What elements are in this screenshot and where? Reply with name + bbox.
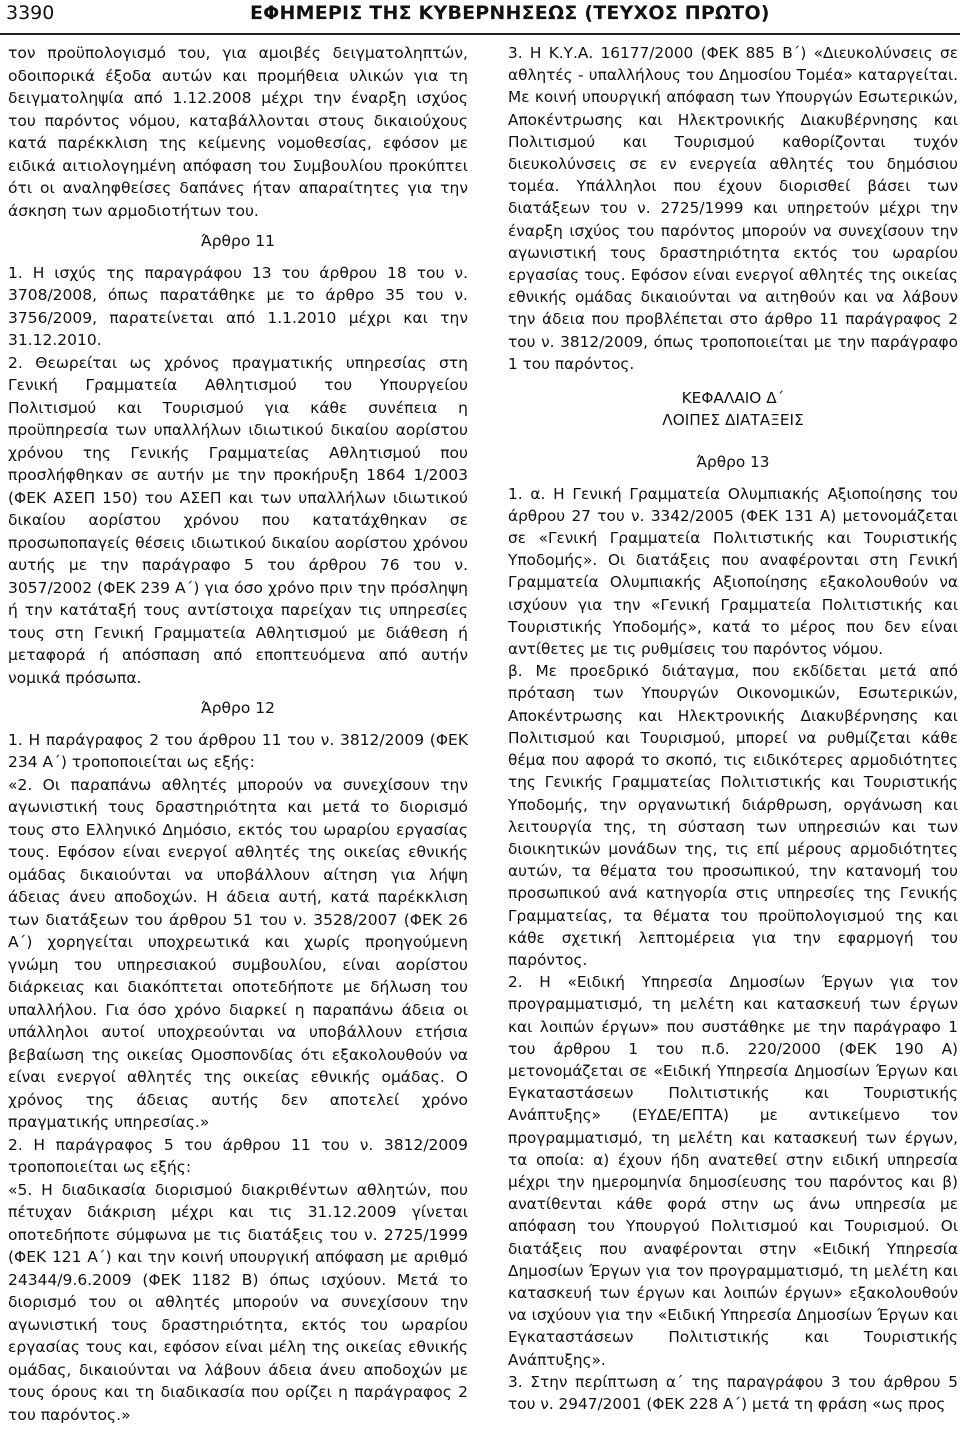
article-12-title: Άρθρο 12 [200,699,276,717]
journal-title: ΕΦΗΜΕΡΙΣ ΤΗΣ ΚΥΒΕΡΝΗΣΕΩΣ (ΤΕΥΧΟΣ ΠΡΩΤΟ) [250,2,770,24]
right-column [508,42,958,1415]
intro-paragraph: τον προϋπολογισμό του, για αμοιβές δειγματοληπτών, οδοιπορικά έξοδα αυτών και προμήθεια υλικών για τη δειγματοληψία από 1.12.2008 μέχρι την έναρξη ισχύος του παρόντος νόμου, καταβάλλονται στους δικαιούχους κατά παρέκκλιση της κείμενης νομοθεσίας, εφόσον με ειδικά αιτιολογημένη απόφαση του Συμβουλίου προκύπτει ότι οι αναληφθείσες δαπάνες ήταν απαραίτητες για την άσκηση των αρμοδιοτήτων του. [8,44,468,220]
article-11-paragraph-2: 2. Θεωρείται ως χρόνος πραγματικής υπηρεσίας στη Γενική Γραμματεία Αθλητισμού του Υπουργείου Πολιτισμού και Τουρισμού για κάθε συνέπεια η προϋπηρεσία των υπαλλήλων ιδιωτικού δικαίου αορίστου χρόνου της Γενικής Γραμματείας Αθλητισμού που προσλήφθηκαν σε αυτήν με την προκήρυξη 1864 1/2003 (ΦΕΚ ΑΣΕΠ 150) του ΑΣΕΠ και των υπαλλήλων ιδιωτικού δικαίου αορίστου χρόνου που κατατάχθηκαν σε προσωποπαγείς θέσεις ιδιωτικού δικαίου αορίστου χρόνου αυτής με την παράγραφο 5 του άρθρου 76 του ν. 3057/2002 (ΦΕΚ 239 Α΄) για όσο χρόνο πριν την πρόσληψη ή την κατάταξή τους αντίστοιχα παρείχαν τις υπηρεσίες τους στη Γενική Γραμματεία Αθλητισμού με διάθεση ή μεταφορά ή απόσπαση από εποπτευόμενα από αυτήν νομικά πρόσωπα. [8,353,468,687]
page-header [0,0,960,30]
article-13-paragraph-3: 3. Στην περίπτωση α΄ της παραγράφου 3 του άρθρου 5 του ν. 2947/2001 (ΦΕΚ 228 Α΄) μετά τη φράση «ως προς [508,1372,958,1413]
article-11-title: Άρθρο 11 [200,232,276,250]
article-13-paragraph-1a: 1. α. Η Γενική Γραμματεία Ολυμπιακής Αξιοποίησης του άρθρου 27 του ν. 3342/2005 (ΦΕΚ 131 Α) μετονομάζεται σε «Γενική Γραμματεία Πολιτιστικής και Τουριστικής Υποδομής». Οι διατάξεις που αναφέρονται στη Γενική Γραμματεία Ολυμπιακής Αξιοποίησης εξακολουθούν να ισχύουν για την «Γενική Γραμματεία Πολιτιστικής και Τουριστικής Υποδομής», κατά το μέρος που δεν είναι αντίθετες με τις ρυθμίσεις του παρόντος νόμου. [508,484,958,659]
article-12-paragraph-1: 1. Η παράγραφος 2 του άρθρου 11 του ν. 3812/2009 (ΦΕΚ 234 Α΄) τροποποιείται ως εξής: [8,730,468,771]
chapter-title: ΛΟΙΠΕΣ ΔΙΑΤΑΞΕΙΣ [662,411,804,430]
article-12-paragraph-2: 2. Η παράγραφος 5 του άρθρου 11 του ν. 3812/2009 τροποποιείται ως εξής: [8,1135,468,1176]
left-column [8,42,468,1426]
article-12-quote-1: «2. Οι παραπάνω αθλητές μπορούν να συνεχίσουν την αγωνιστική τους δραστηριότητα και μετά το διορισμό τους στο Ελληνικό Δημόσιο, εκτός του ωραρίου εργασίας τους. Εφόσον είναι ενεργοί αθλητές της οικείας εθνικής ομάδας δικαιούνται να υποβάλλουν αίτηση για λήψη άδειας άνευ αποδοχών. Η άδεια αυτή, κατά παρέκκλιση των διατάξεων του άρθρου 51 του ν. 3528/2007 (ΦΕΚ 26 Α΄) χορηγείται υποχρεωτικά και χωρίς προηγούμενη γνώμη του υπηρεσιακού συμβουλίου, είναι αορίστου διάρκειας και διακόπτεται οποτεδήποτε με δήλωση του υπαλλήλου. Για όσο χρόνο διαρκεί η παραπάνω άδεια οι υπάλληλοι αυτοί υποχρεούνται να υποβάλλουν ετήσια βεβαίωση της οικείας Ομοσπονδίας ότι εξακολουθούν να είναι ενεργοί αθλητές της οικείας εθνικής ομάδας. Ο χρόνος της άδειας αυτής δεν αποτελεί χρόνο πραγματικής υπηρεσίας.» [8,775,468,1131]
article-13-title: Άρθρο 13 [696,453,770,472]
article-11-paragraph-1: 1. Η ισχύς της παραγράφου 13 του άρθρου 18 του ν. 3708/2008, όπως παρατάθηκε με το άρθρο 35 του ν. 3756/2009, παρατείνεται από 1.1.2010 μέχρι και την 31.12.2010. [8,263,468,349]
header-rule [0,33,960,35]
page-number: 3390 [6,2,55,24]
article-13-paragraph-2: 2. Η «Ειδική Υπηρεσία Δημοσίων Έργων για τον προγραμματισμό, τη μελέτη και κατασκευή των έργων και λοιπών έργων» που συστάθηκε με την παράγραφο 1 του άρθρου 1 του π.δ. 220/2000 (ΦΕΚ 190 Α) μετονομάζεται σε «Ειδική Υπηρεσία Δημοσίων Έργων και Εγκαταστάσεων Πολιτιστικής και Τουριστικής Ανάπτυξης» (ΕΥΔΕ/ΕΠΤΑ) με αντικείμενο τον προγραμματισμό, τη μελέτη και κατασκευή των έργων, τα οποία: α) έχουν ήδη ανατεθεί στην ειδική υπηρεσία μέχρι την ημερομηνία δημοσίευσης του παρόντος και β) ανατίθενται κάθε φορά στην ως άνω υπηρεσία με απόφαση του Υπουργού Πολιτισμού και Τουρισμού. Οι διατάξεις που αναφέρονται στην «Ειδική Υπηρεσία Δημοσίων Έργων για τον προγραμματισμό, τη μελέτη και κατασκευή των έργων και λοιπών έργων» εξακολουθούν να ισχύουν για την «Ειδική Υπηρεσία Δημοσίων Έργων και Εγκαταστάσεων Πολιτιστικής και Τουριστικής Ανάπτυξης». [508,973,958,1369]
article-12-quote-2: «5. Η διαδικασία διορισμού διακριθέντων αθλητών, που πέτυχαν διάκριση μέχρι και τις 31.12.2009 γίνεται οποτεδήποτε σύμφωνα με τις διατάξεις του ν. 2725/1999 (ΦΕΚ 121 Α΄) και την κοινή υπουργική απόφαση με αριθμό 24344/9.6.2009 (ΦΕΚ 1182 Β) όπως ισχύουν. Μετά το διορισμό του οι αθλητές μπορούν να συνεχίσουν την αγωνιστική τους δραστηριότητα, εκτός του ωραρίου εργασίας τους και, εφόσον είναι μέλη της οικείας εθνικής ομάδας, δικαιούνται να λάβουν άδεια άνευ αποδοχών με τους όρους και τη διαδικασία που ορίζει η παράγραφος 2 του παρόντος.» [8,1180,468,1424]
article-13-paragraph-1b: β. Με προεδρικό διάταγμα, που εκδίδεται μετά από πρόταση των Υπουργών Οικονομικών, Εσωτερικών, Αποκέντρωσης και Ηλεκτρονικής Διακυβέρνησης και Πολιτισμού και Τουρισμού, μπορεί να ρυθμίζεται κάθε θέμα που αφορά το σκοπό, τις ειδικότερες αρμοδιότητες της Γενικής Γραμματείας Πολιτιστικής και Τουριστικής Υποδομής, την οργανωτική διάρθρωση, οργάνωση και λειτουργία της, τη σύσταση των υπηρεσιών και των διοικητικών μονάδων της, τις επί μέρους αρμοδιότητες αυτών, τα θέματα του προσωπικού, την κατανομή του προσωπικού ανά κατηγορία στις υπηρεσίες της Γενικής Γραμματείας, τα θέματα του προϋπολογισμού της και κάθε σχετική λεπτομέρεια για την εφαρμογή του παρόντος. [508,662,958,969]
article-12-paragraph-3: 3. Η Κ.Υ.Α. 16177/2000 (ΦΕΚ 885 Β΄) «Διευκολύνσεις σε αθλητές - υπαλλήλους του Δημοσίου Τομέα» καταργείται. Με κοινή υπουργική απόφαση των Υπουργών Εσωτερικών, Αποκέντρωσης και Ηλεκτρονικής Διακυβέρνησης και Πολιτισμού και Τουρισμού καθορίζονται τυχόν διευκολύνσεις σε εν ενεργεία αθλητές του δημόσιου τομέα. Υπάλληλοι που έχουν διορισθεί βάσει των διατάξεων του ν. 2725/1999 και υπηρετούν μέχρι την έναρξη ισχύος του παρόντος μπορούν να συνεχίσουν την αγωνιστική τους δραστηριότητα εκτός του ωραρίου εργασίας τους. Εφόσον είναι ενεργοί αθλητές της οικείας εθνικής ομάδας δικαιούνται να αιτηθούν και να λάβουν την άδεια που προβλέπεται στο άρθρο 11 παράγραφος 2 του ν. 3812/2009, όπως τροποποιείται με την παράγραφο 1 του παρόντος. [508,44,958,373]
chapter-heading: ΚΕΦΑΛΑΙΟ Δ΄ [681,389,785,408]
